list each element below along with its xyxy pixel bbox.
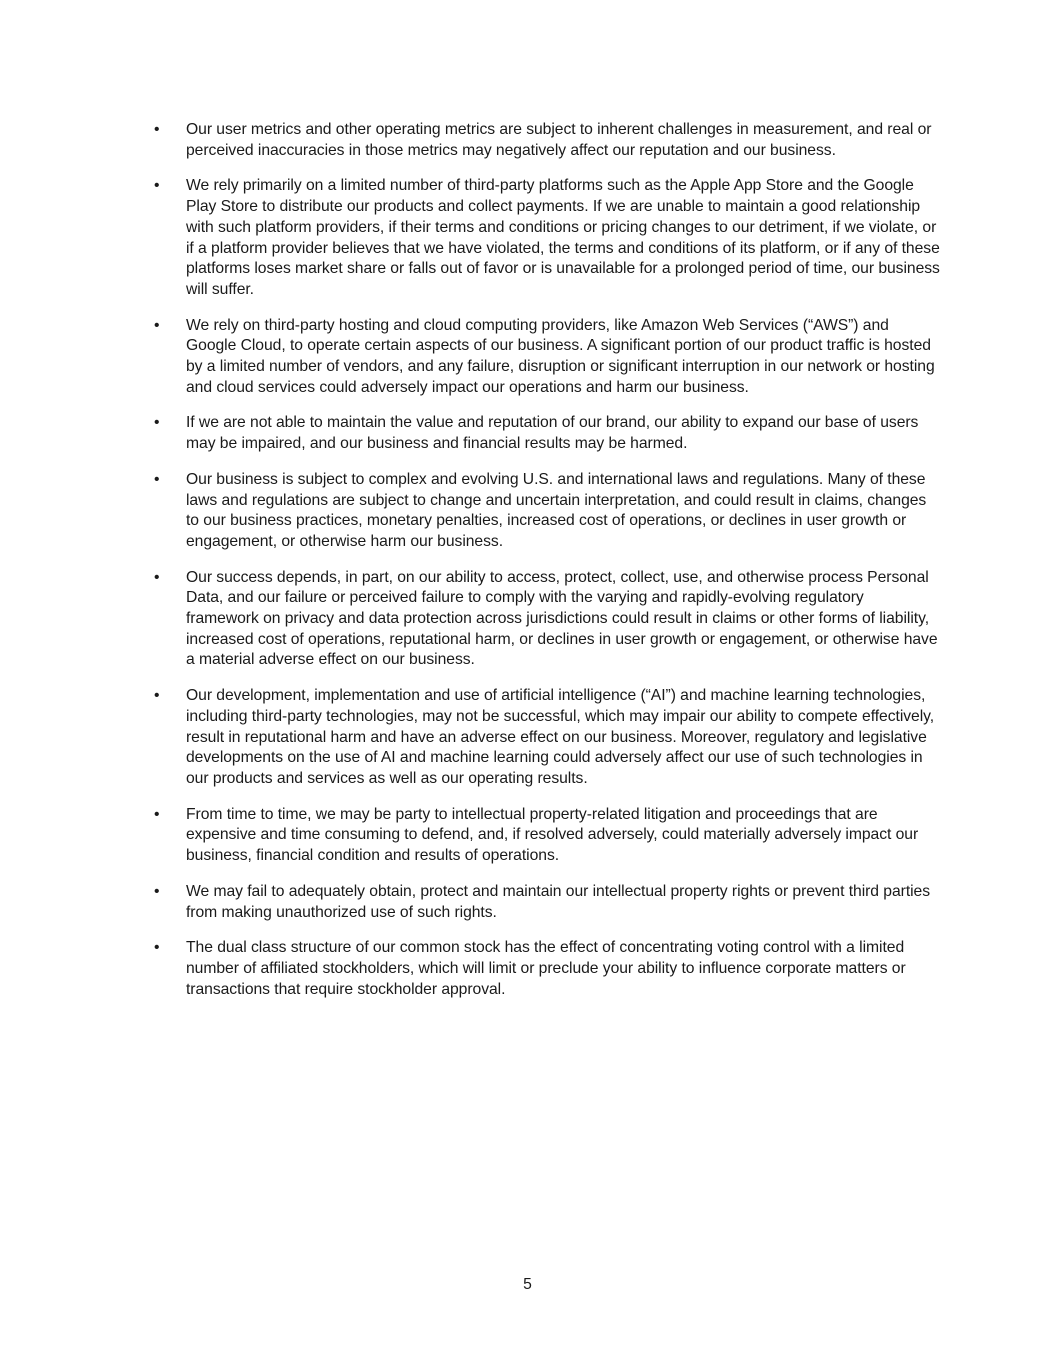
list-item — [150, 686, 940, 790]
list-item-text: If we are not able to maintain the value and reputation of our brand, our ability to expand our base of users may be impaired, and our business and financial results may be harmed. — [186, 414, 919, 453]
bullet-icon: • — [154, 121, 160, 138]
list-item — [150, 805, 940, 867]
list-item — [150, 316, 940, 399]
bullet-icon: • — [154, 805, 160, 823]
list-item — [150, 938, 940, 1000]
list-item — [150, 120, 940, 161]
list-item-text: We rely on third-party hosting and cloud computing providers, like Amazon Web Services (“AWS”) and Google Cloud, to operate certain aspects of our business. A significant portion of our product traffic is hosted by a limited number of vendors, and any failure, disruption or significant interruption in our network or hosting and cloud services could adversely impact our operations and harm our business. — [186, 316, 935, 396]
risk-factor-list — [150, 120, 940, 1015]
list-item-text: From time to time, we may be party to intellectual property-related litigation and proceedings that are expensive and time consuming to defend, and, if resolved adversely, could materially adversely impact our business, financial condition and results of operations. — [186, 805, 919, 865]
bullet-icon: • — [154, 939, 160, 957]
list-item-text: We may fail to adequately obtain, protect and maintain our intellectual property rights or prevent third parties from making unauthorized use of such rights. — [186, 882, 931, 921]
list-item — [150, 413, 940, 454]
list-item — [150, 470, 940, 553]
list-item-text: Our success depends, in part, on our ability to access, protect, collect, use, and otherwise process Personal Data, and our failure or perceived failure to comply with the varying and rapidly-evolving regulatory framework on privacy and data protection across jurisdictions could result in claims or other forms of liability, increased cost of operations, reputational harm, or declines in user growth or engagement, or otherwise have a material adverse effect on our business. — [186, 568, 938, 669]
bullet-icon: • — [154, 882, 160, 900]
list-item — [150, 882, 940, 923]
bullet-icon: • — [154, 470, 160, 488]
bullet-icon: • — [154, 414, 160, 432]
list-item-text: Our user metrics and other operating metrics are subject to inherent challenges in measurement, and real or perceived inaccuracies in those metrics may negatively affect our reputation and our business. — [186, 121, 932, 159]
list-item-text: Our business is subject to complex and evolving U.S. and international laws and regulations. Many of these laws and regulations are subject to change and uncertain interpretation, and could result in claims, changes to our business practices, monetary penalties, increased cost of operations, or declines in user growth or engagement, or otherwise harm our business. — [186, 470, 927, 550]
list-item — [150, 568, 940, 672]
list-item-text: Our development, implementation and use of artificial intelligence (“AI”) and machine learning technologies, including third-party technologies, may not be successful, which may impair our ability to compete effectively, result in reputational harm and have an adverse effect on our business. Moreover, regulatory and legislative developments on the use of AI and machine learning could adversely affect our use of such technologies in our products and services as well as our operating results. — [186, 687, 935, 787]
list-item-text: The dual class structure of our common stock has the effect of concentrating voting control with a limited number of affiliated stockholders, which will limit or preclude your ability to influence corporate matters or transactions that require stockholder approval. — [186, 939, 906, 998]
bullet-icon: • — [154, 568, 160, 586]
bullet-icon: • — [154, 687, 160, 705]
page-number: 5 — [523, 1276, 532, 1293]
list-item-text: We rely primarily on a limited number of third-party platforms such as the Apple App Store and the Google Play Store to distribute our products and collect payments. If we are unable to maintain a good relationship with such platform providers, if their terms and conditions or pricing changes to our detriment, if we violate, or if a platform provider believes that we have violated, the terms and conditions of its platform, or if any of these platforms loses market share or falls out of favor or is unavailable for a prolonged period of time, our business will suffer. — [186, 177, 940, 298]
bullet-icon: • — [154, 177, 160, 195]
bullet-icon: • — [154, 316, 160, 334]
list-item — [150, 176, 940, 300]
